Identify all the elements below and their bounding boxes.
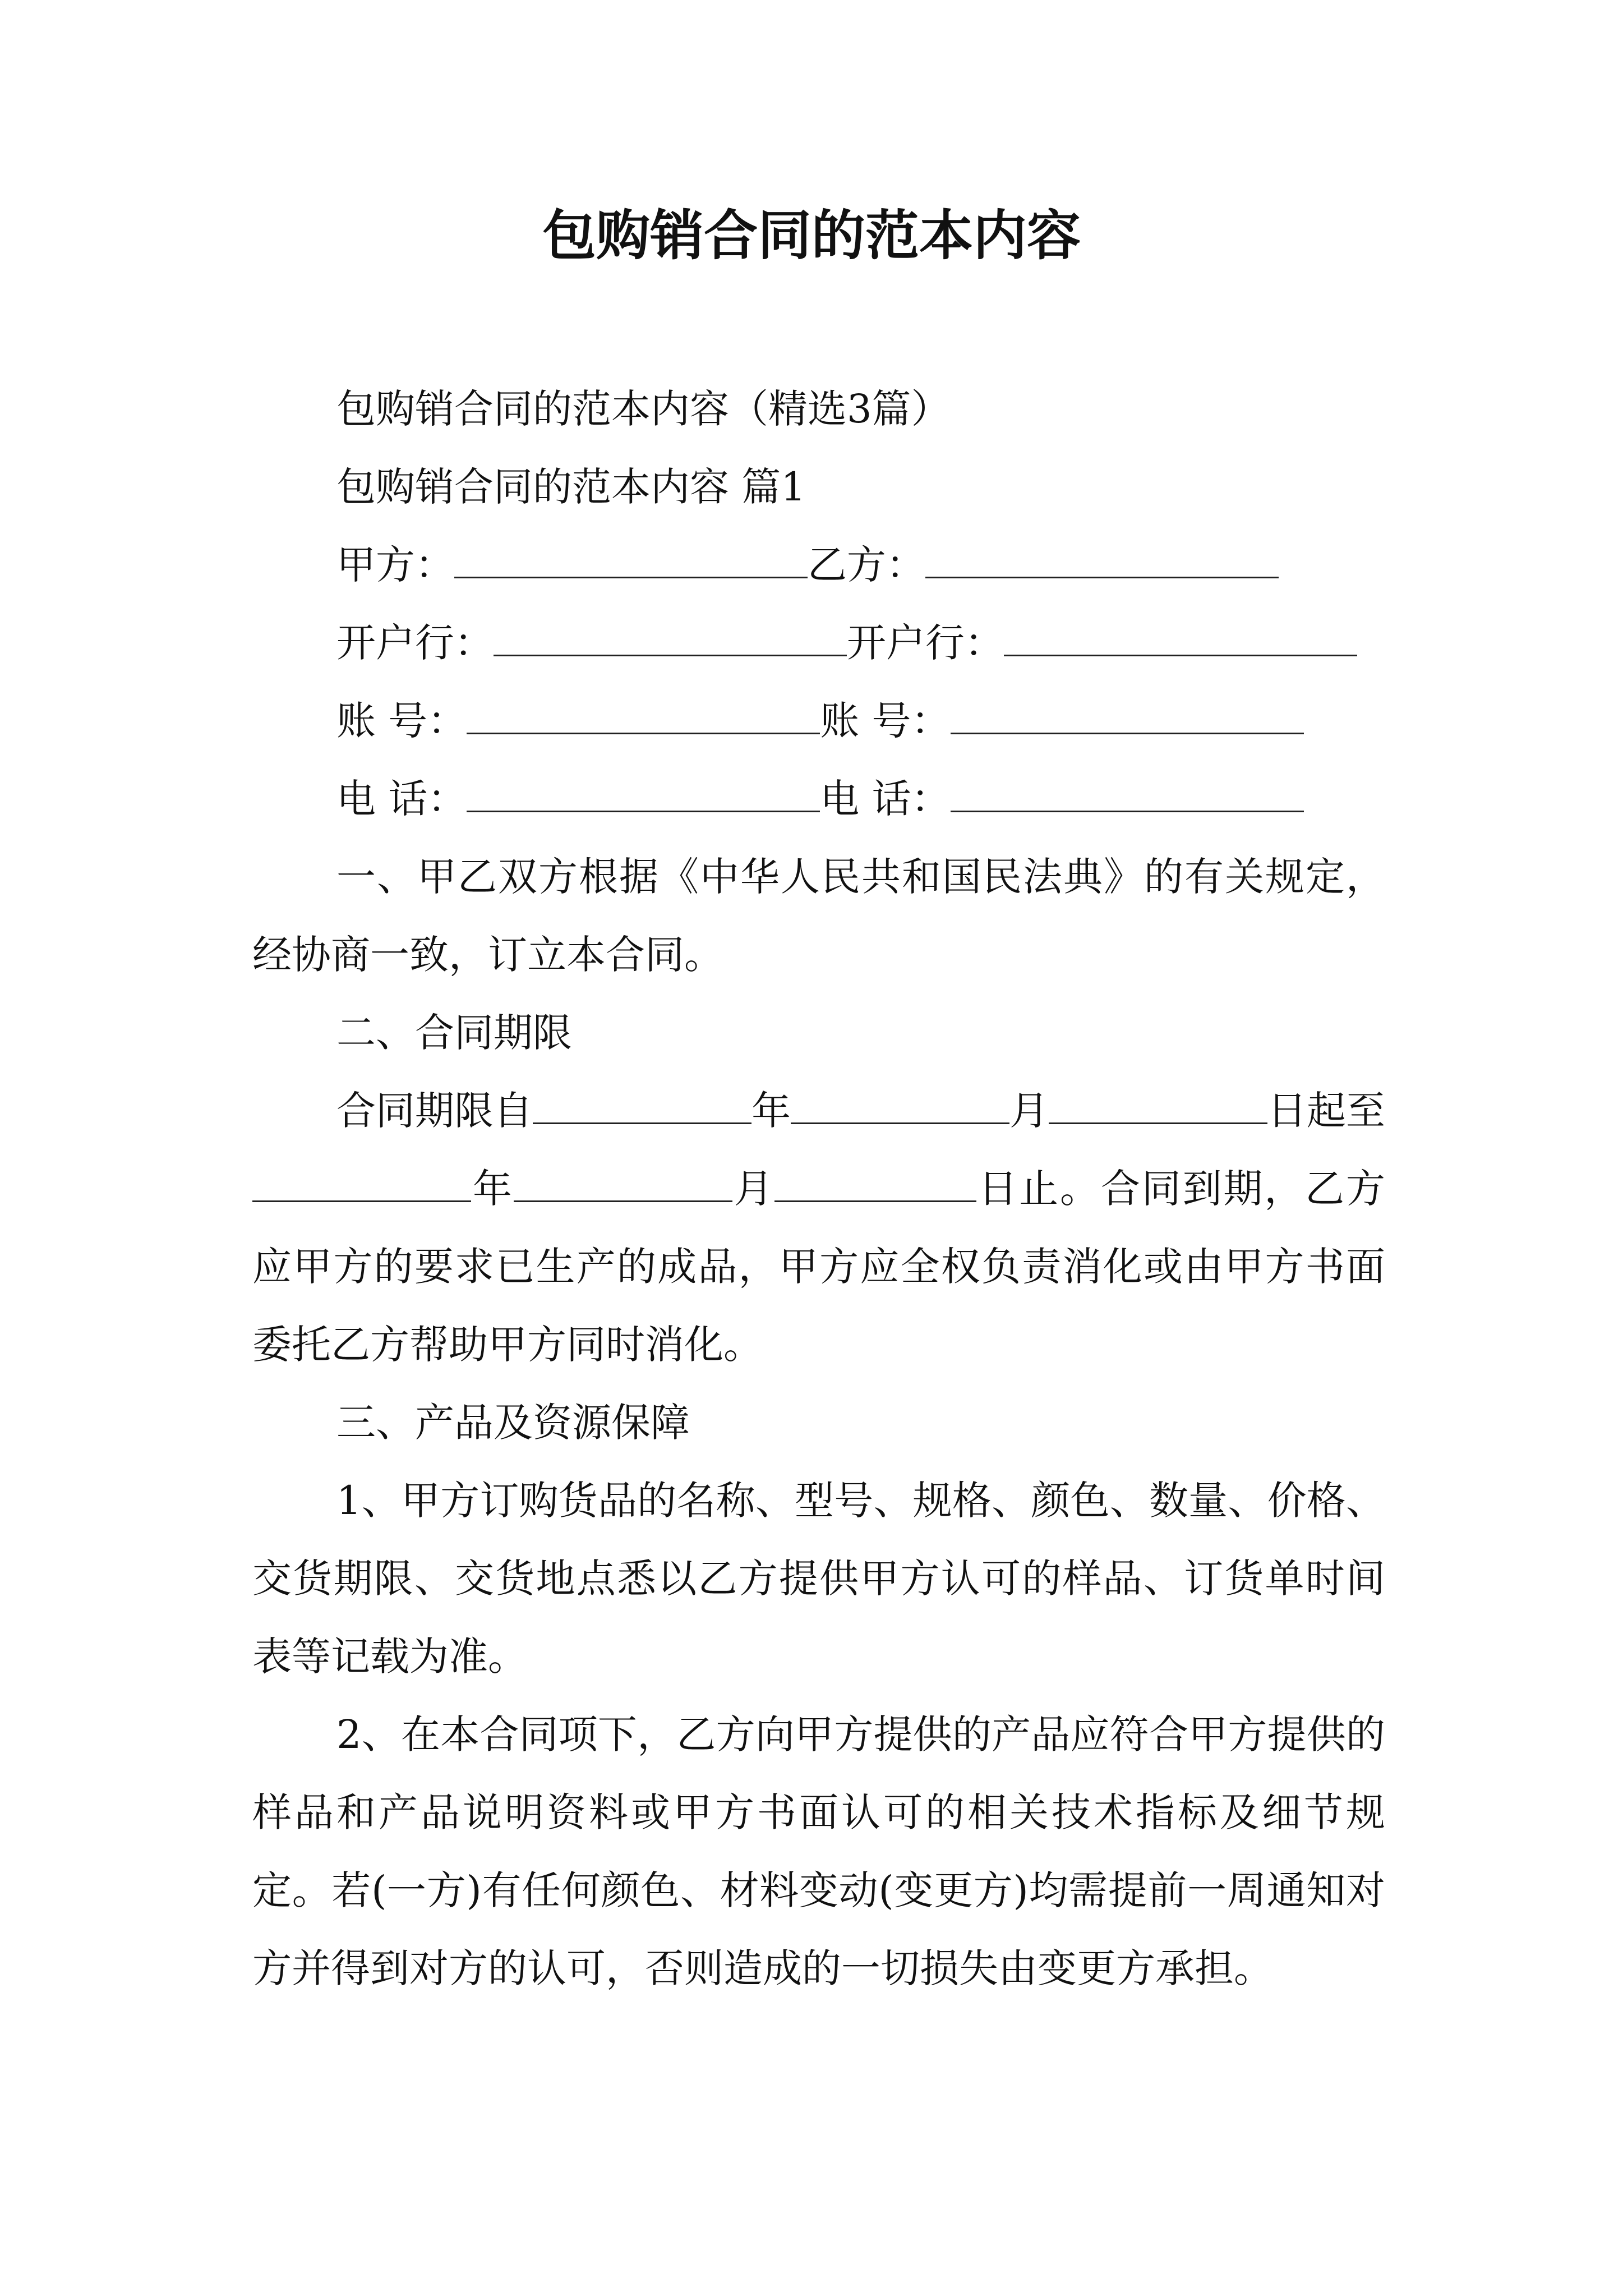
clause-2-term <box>252 1072 1385 1384</box>
section-heading: 包购销合同的范本内容 篇1 <box>336 464 806 510</box>
term-day-from: 日起至 <box>1267 1088 1385 1134</box>
clause-1: 一、甲乙双方根据《中华人民共和国民法典》的有关规定，经协商一致，订立本合同。 <box>252 854 1385 978</box>
party-a-label: 甲方： <box>336 542 454 588</box>
phone-a-label: 电 话： <box>336 776 467 822</box>
bank-a-blank <box>494 621 847 656</box>
document-title: 包购销合同的范本内容 <box>542 204 1081 267</box>
clause-2-heading: 二、合同期限 <box>336 1010 572 1056</box>
clause-3-heading: 三、产品及资源保障 <box>336 1400 690 1446</box>
bank-line <box>252 604 1385 682</box>
phone-b-blank <box>951 777 1304 812</box>
account-a-label: 账 号： <box>336 698 467 744</box>
term-suffix: 日止。合同到期，乙方应甲方的要求已生产的成品，甲方应全权负责消化或由甲方书面委托乙方帮助甲方同时消化。 <box>252 1166 1386 1368</box>
bank-a-label: 开户行： <box>336 620 494 666</box>
clause-3-2: 2、在本合同项下，乙方向甲方提供的产品应符合甲方提供的样品和产品说明资料或甲方书面认可的相关技术指标及细节规定。若(一方)有任何颜色、材料变动(变更方)均需提前一周通知对方并得到对方的认可，否则造成的一切损失由变更方承担。 <box>252 1711 1385 1991</box>
bank-b-label: 开户行： <box>847 620 1004 666</box>
party-line <box>252 526 1385 604</box>
account-b-label: 账 号： <box>820 698 951 744</box>
document-body <box>252 370 1385 2008</box>
end-month-blank <box>514 1167 732 1202</box>
term-year-label: 年 <box>751 1088 791 1134</box>
phone-b-label: 电 话： <box>820 776 951 822</box>
phone-a-blank <box>467 777 820 812</box>
account-line <box>252 682 1385 760</box>
end-year-blank <box>252 1167 471 1202</box>
intro-line: 包购销合同的范本内容（精选3篇） <box>336 386 951 432</box>
term-month-label: 月 <box>1009 1088 1049 1134</box>
party-a-blank <box>454 543 808 578</box>
clause-3-1: 1、甲方订购货品的名称、型号、规格、颜色、数量、价格、交货期限、交货地点悉以乙方提供甲方认可的样品、订货单时间表等记载为准。 <box>252 1478 1385 1680</box>
start-day-blank <box>1049 1089 1267 1124</box>
start-year-blank <box>533 1089 751 1124</box>
term-month2-label: 月 <box>732 1166 775 1212</box>
bank-b-blank <box>1004 621 1357 656</box>
account-a-blank <box>467 699 820 734</box>
start-month-blank <box>791 1089 1009 1124</box>
term-prefix: 合同期限自 <box>336 1088 533 1134</box>
phone-line <box>252 760 1385 838</box>
term-year2-label: 年 <box>471 1166 514 1212</box>
end-day-blank <box>774 1167 976 1202</box>
account-b-blank <box>951 699 1304 734</box>
party-b-label: 乙方： <box>808 542 925 588</box>
party-b-blank <box>925 543 1279 578</box>
